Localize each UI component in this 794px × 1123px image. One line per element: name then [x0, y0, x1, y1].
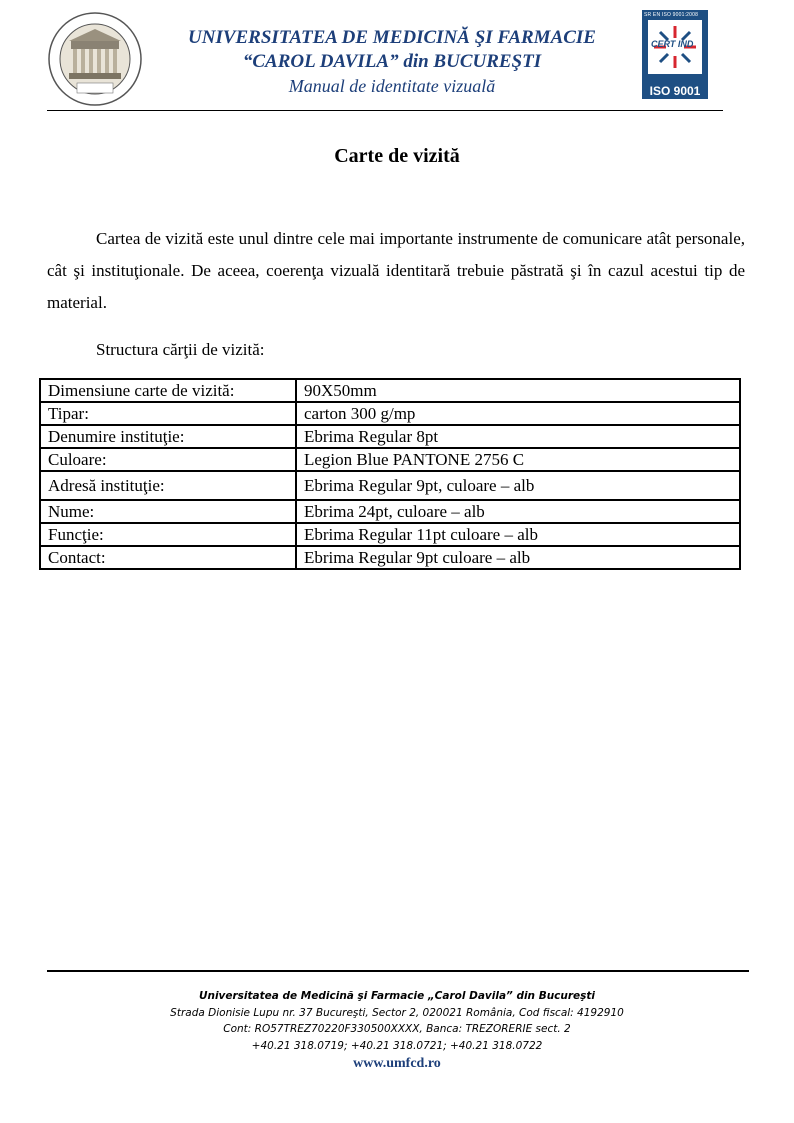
row-value: Ebrima Regular 9pt, culoare – alb	[296, 471, 740, 500]
university-seal-icon	[47, 11, 143, 107]
footer-institution: Universitatea de Medicină şi Farmacie „Carol Davila” din Bucureşti	[198, 990, 596, 1002]
row-value: Legion Blue PANTONE 2756 C	[296, 448, 740, 471]
row-value: Ebrima Regular 9pt culoare – alb	[296, 546, 740, 569]
structure-label: Structura cărţii de vizită:	[96, 340, 265, 359]
row-value: Ebrima Regular 8pt	[296, 425, 740, 448]
footer-divider	[47, 970, 749, 972]
cert-top-text: SR EN ISO 9001:2008	[644, 12, 699, 18]
footer-website-link[interactable]: www.umfcd.ro	[353, 1056, 441, 1071]
spec-table	[39, 378, 741, 570]
intro-paragraph: Cartea de vizită este unul dintre cele mai importante instrumente de comunicare atât personale, cât şi instituţionale. De aceea, coerenţa vizuală identitară trebuie păstrată şi în cazul acestui tip de material.	[47, 229, 745, 312]
row-key: Dimensiune carte de vizită:	[40, 379, 296, 402]
table-row	[40, 471, 740, 500]
row-key: Adresă instituţie:	[40, 471, 296, 500]
row-key: Tipar:	[40, 402, 296, 425]
row-key: Funcţie:	[40, 523, 296, 546]
row-value: 90X50mm	[296, 379, 740, 402]
header-title-line2: “CAROL DAVILA” din BUCUREŞTI	[242, 51, 542, 72]
row-key: Contact:	[40, 546, 296, 569]
header-titles	[157, 26, 627, 98]
row-value: Ebrima 24pt, culoare – alb	[296, 500, 740, 523]
row-key: Denumire instituţie:	[40, 425, 296, 448]
row-value: carton 300 g/mp	[296, 402, 740, 425]
table-row	[40, 379, 740, 402]
table-row	[40, 500, 740, 523]
footer-address: Strada Dionisie Lupu nr. 37 Bucureşti, Sector 2, 020021 România, Cod fiscal: 4192910	[170, 1006, 624, 1019]
certind-iso-9001-icon	[642, 10, 708, 99]
table-row	[40, 425, 740, 448]
document-title: Carte de vizită	[334, 145, 460, 167]
page-footer	[0, 988, 794, 1073]
row-value: Ebrima Regular 11pt culoare – alb	[296, 523, 740, 546]
cert-brand: CERT IND	[651, 39, 694, 49]
page-header	[47, 8, 723, 111]
table-row	[40, 402, 740, 425]
row-key: Culoare:	[40, 448, 296, 471]
header-title-line1: UNIVERSITATEA DE MEDICINĂ ŞI FARMACIE	[188, 27, 596, 48]
table-row	[40, 523, 740, 546]
header-title-line3: Manual de identitate vizuală	[288, 76, 496, 96]
footer-account: Cont: RO57TREZ70220F330500XXXX, Banca: TREZORERIE sect. 2	[223, 1023, 571, 1035]
footer-phones: +40.21 318.0719; +40.21 318.0721; +40.21 318.0722	[251, 1039, 543, 1052]
cert-iso-label: ISO 9001	[649, 84, 701, 98]
table-row	[40, 448, 740, 471]
table-row	[40, 546, 740, 569]
row-key: Nume:	[40, 500, 296, 523]
